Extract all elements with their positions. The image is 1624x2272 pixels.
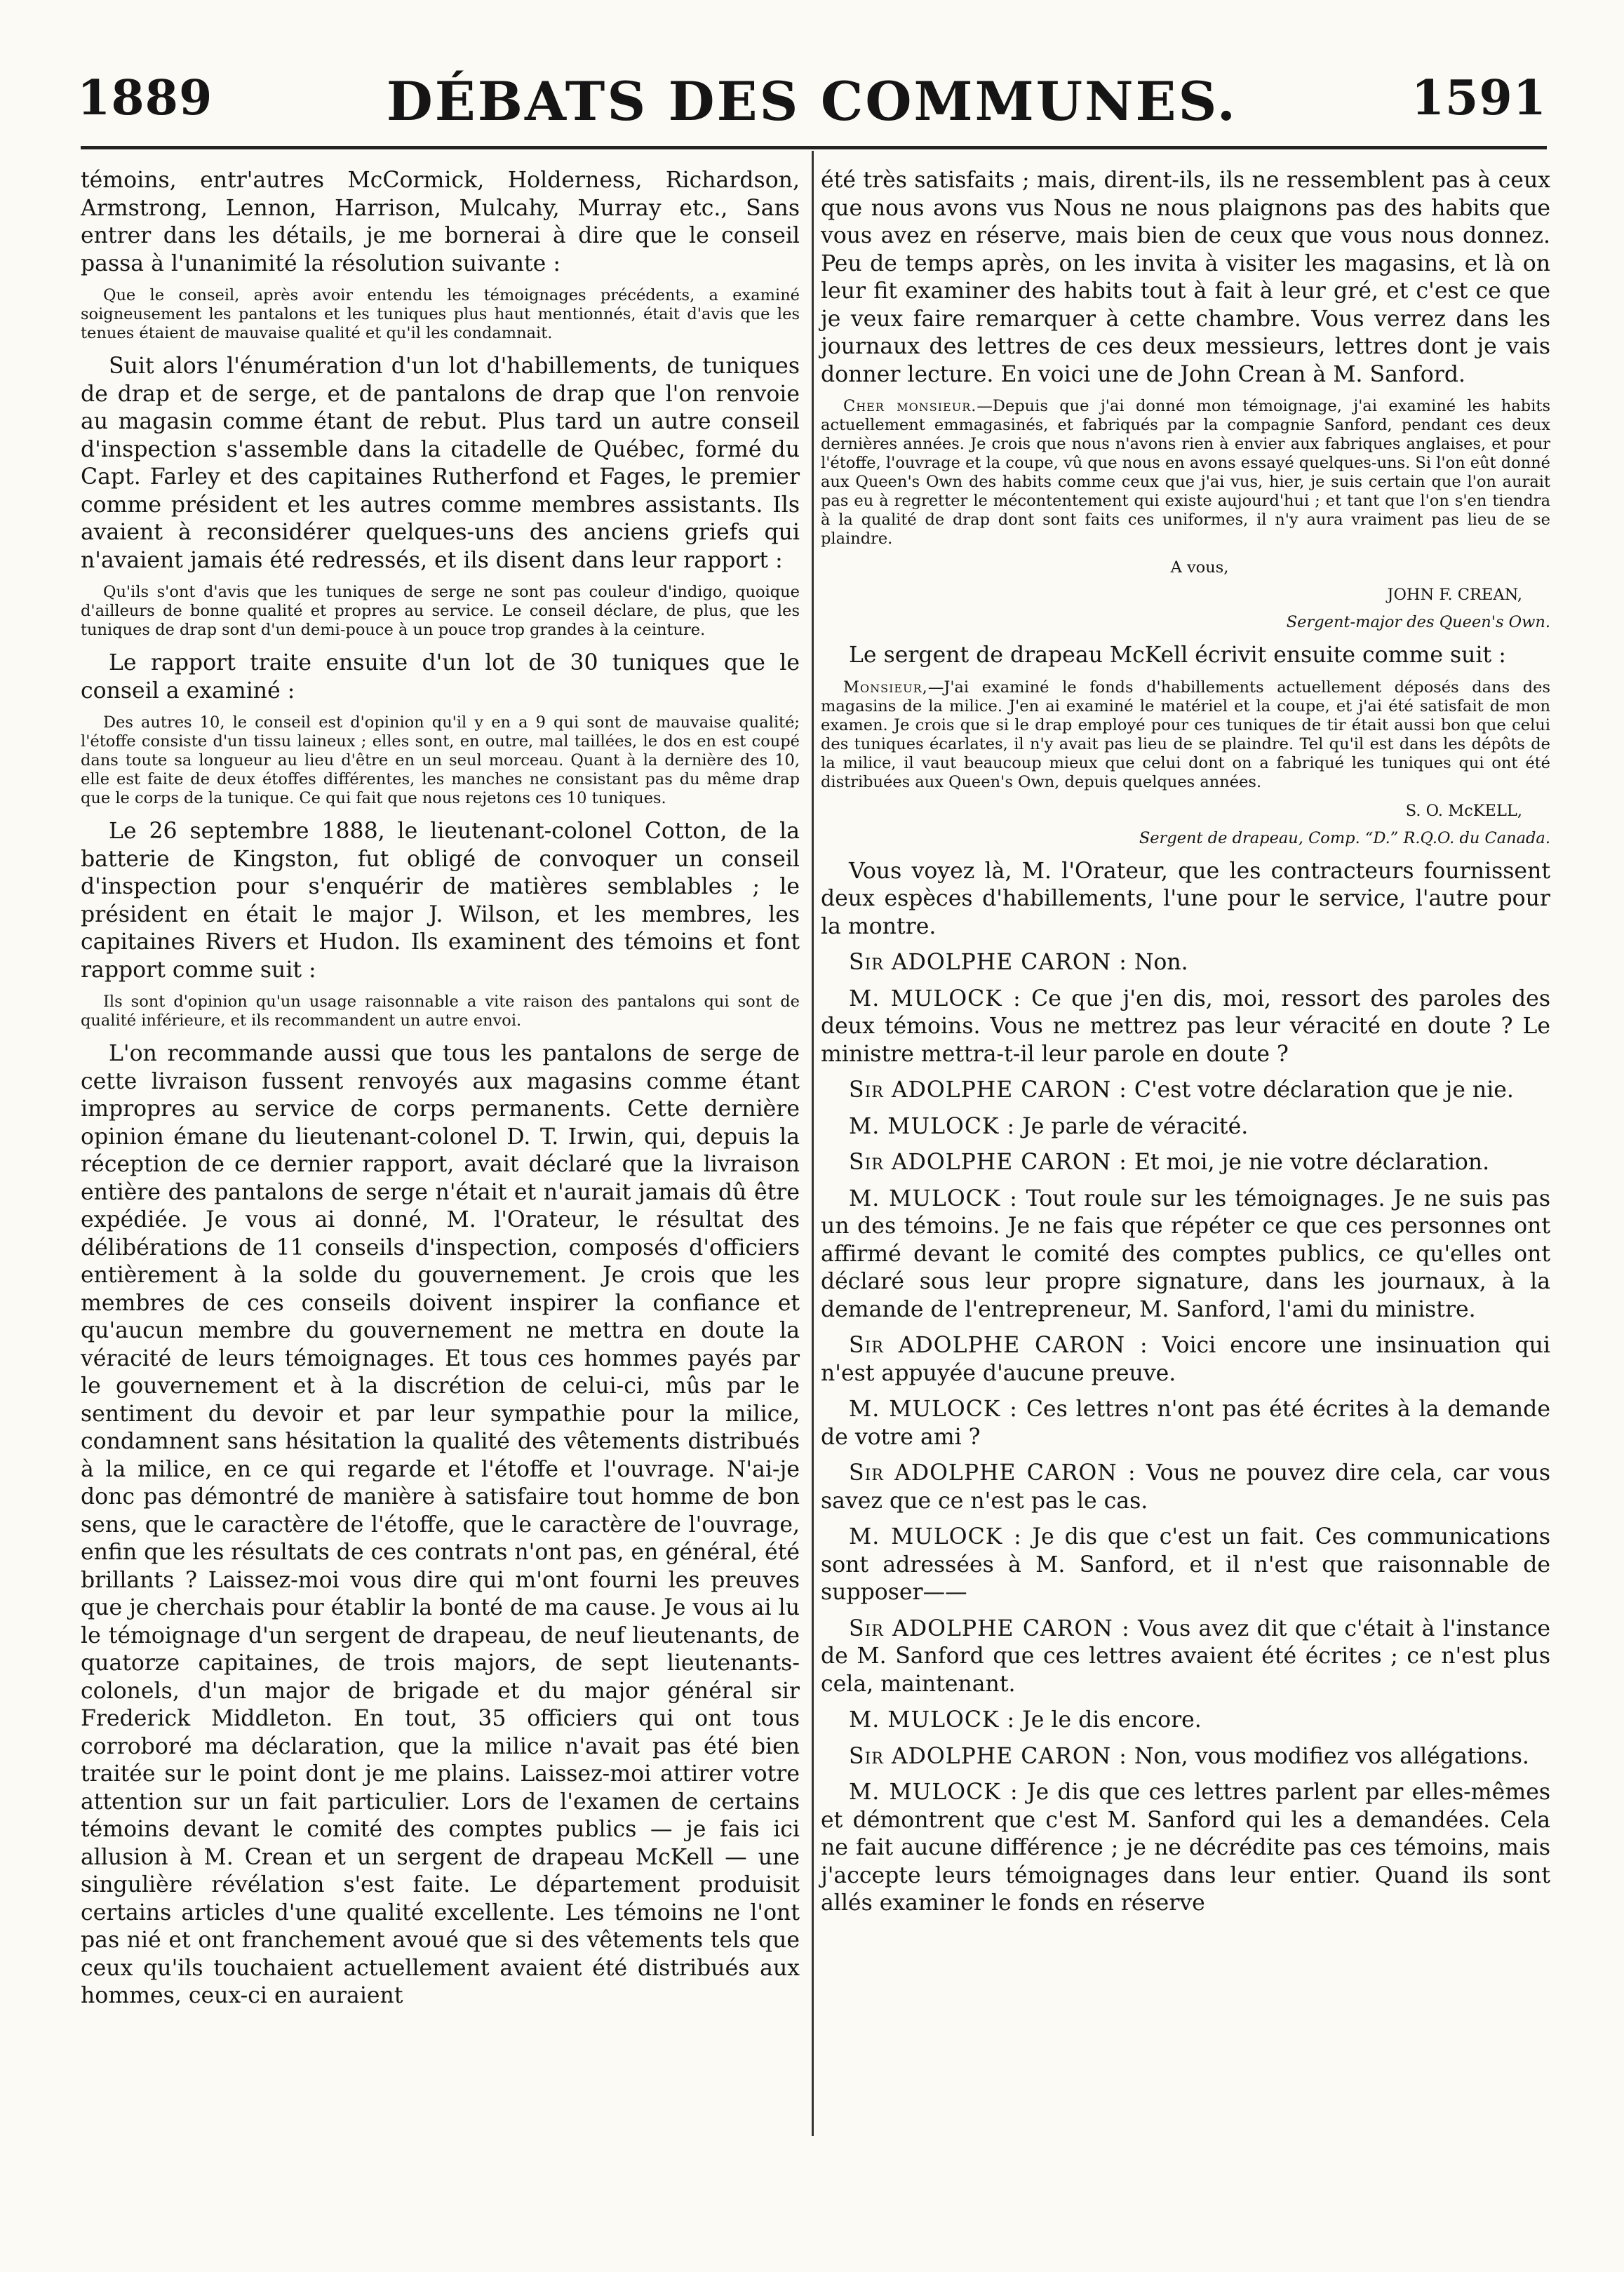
dialogue-line	[821, 1185, 1550, 1324]
speaker-name: M. MULOCK :	[849, 986, 1021, 1011]
paragraph: Le sergent de drapeau McKell écrivit ensuite comme suit :	[849, 643, 1506, 668]
letter-signature-title: Sergent de drapeau, Comp. “D.” R.Q.O. du Canada.	[1139, 828, 1550, 847]
paragraph: Vous voyez là, M. l'Orateur, que les contracteurs fournissent deux espèces d'habillements, l'une pour le service, l'autre pour la montre.	[821, 858, 1550, 939]
letter-signature-title: Sergent-major des Queen's Own.	[1286, 613, 1550, 631]
dialogue-line	[821, 1524, 1550, 1607]
right-column	[821, 167, 1550, 1926]
quoted-report: Ils sont d'opinion qu'un usage raisonnable a vite raison des pantalons qui sont de qualité inférieure, et ils recommandent un autre envoi.	[81, 993, 800, 1030]
speech-text: Non, vous modifiez vos allégations.	[1127, 1743, 1529, 1769]
dialogue-line	[821, 1077, 1550, 1105]
speaker-name: M. MULOCK :	[849, 1780, 1019, 1805]
speech-text: Je le dis encore.	[1015, 1707, 1202, 1733]
paragraph: Le 26 septembre 1888, le lieutenant-colonel Cotton, de la batterie de Kingston, fut obligé de convoquer un conseil d'inspection pour s'enquérir de matières semblables ; le président en était le major J. Wilson, et les membres, les capitaines Rivers et Hudon. Ils examinent des témoins et font rapport comme suit :	[81, 819, 800, 983]
speech-text: Vous ne pouvez dire cela, car vous savez que ce n'est pas le cas.	[821, 1460, 1550, 1514]
speaker-name: Sir ADOLPHE CARON :	[849, 1460, 1136, 1486]
letter-body: —J'ai examiné le fonds d'habillements actuellement déposés dans des magasins de la milice. J'en ai examiné le matériel et la coupe, et j'ai été satisfait de mon examen. Je crois que si le drap employé pour ces tuniques de tir était aussi bon que celui des tuniques écarlates, il n'y avait pas lieu de se plaindre. Tel qu'il est dans les dépôts de la milice, il vaut beaucoup mieux que celui dont on a fabriqué les tuniques qui ont été distribuées aux Queen's Own, depuis quelques années.	[821, 678, 1550, 791]
dialogue-line	[821, 949, 1550, 977]
dialogue-line	[821, 1615, 1550, 1699]
speech-text: Je dis que ces lettres parlent par elles-mêmes et démontrent que c'est M. Sanford qui les a demandées. Cela ne fait aucune différence ; je ne décrédite pas ces témoins, mais j'accepte leurs témoignages dans leur entier. Quand ils sont allés examiner le fonds en réserve	[821, 1780, 1550, 1916]
column-divider	[812, 151, 814, 2136]
dialogue-line	[821, 1113, 1550, 1141]
paragraph: été très satisfaits ; mais, dirent-ils, ils ne ressemblent pas à ceux que nous avons vus Nous ne nous plaignons pas des habits que vous avez en réserve, mais bien de ceux que vous nous donnez. Peu de temps après, on les invita à visiter les magasins, et là on leur fit examiner des habits tout à fait à leur gré, et c'est ce que je veux faire remarquer à cette chambre. Vous verrez dans les journaux des lettres de ces deux messieurs, lettres dont je vais donner lecture. En voici une de John Crean à M. Sanford.	[821, 168, 1550, 387]
speaker-name: Sir ADOLPHE CARON :	[849, 1077, 1127, 1103]
paragraph: L'on recommande aussi que tous les pantalons de serge de cette livraison fussent renvoyés aux magasins comme étant impropres au service de corps permanents. Cette dernière opinion émane du lieutenant-colonel D. T. Irwin, qui, depuis la réception de ce dernier rapport, avait déclaré que la livraison entière des pantalons de serge n'était et n'aurait jamais dû être expédiée. Je vous ai donné, M. l'Orateur, le résultat des délibérations de 11 conseils d'inspection, composés d'officiers entièrement à la solde du gouvernement. Je crois que les membres de ces conseils doivent inspirer la confiance et qu'aucun membre du gouvernement ne mettra en doute la véracité de leurs témoignages. Et tous ces hommes payés par le gouvernement et à la discrétion de celui-ci, mûs par le sentiment du devoir et par leur sympathie pour la milice, condamnent sans hésitation la qualité des vêtements distribués à la milice, en ce qui regarde et l'étoffe et l'ouvrage. N'ai-je donc pas démontré de manière à satisfaire tout homme de bon sens, que le caractère de l'étoffe, que le caractère de l'ouvrage, enfin que les résultats de ces contrats n'ont pas, en général, été brillants ? Laissez-moi vous dire qui m'ont fourni les preuves que je cherchais pour établir la bonté de ma cause. Je vous ai lu le témoignage d'un sergent de drapeau, de neuf lieutenants, de quatorze capitaines, de trois majors, de sept lieutenants-colonels, d'un major de brigade et du major général sir Frederick Middleton. En tout, 35 officiers qui ont tous corroboré ma déclaration, que la milice n'avait pas été bien traitée sur le point dont je me plains. Laissez-moi attirer votre attention sur un fait particulier. Lors de l'examen de certains témoins devant le comité des comptes publics — je fais ici allusion à M. Crean et un sergent de drapeau McKell — une singulière révélation s'est faite. Le département produisit certains articles d'une qualité excellente. Les témoins ne l'ont pas nié et ont franchement avoué que si des vêtements tels que ceux qu'ils touchaient actuellement avaient été distribués aux hommes, ceux-ci en auraient	[81, 1041, 800, 2008]
left-column	[81, 167, 800, 2019]
letter-mckell	[821, 678, 1550, 792]
speech-text: Tout roule sur les témoignages. Je ne suis pas un des témoins. Je ne fais que répéter ce que ces personnes ont affirmé devant le comité des comptes publics, ce qu'elles ont déclaré sous leur propre signature, dans les journaux, à la demande de l'entrepreneur, M. Sanford, l'ami du ministre.	[821, 1185, 1550, 1322]
quoted-report: Des autres 10, le conseil est d'opinion qu'il y en a 9 qui sont de mauvaise qualité; l'étoffe consiste d'un tissu laineux ; elles sont, en outre, mal taillées, le dos en est coupé dans toute sa longueur au lieu d'être en un seul morceau. Quant à la dernière des 10, elle est faite de deux étoffes différentes, les manches ne consistant pas du même drap que le corps de la tunique. Ce qui fait que nous rejetons ces 10 tuniques.	[81, 713, 800, 807]
speech-text: Voici encore une insinuation qui n'est appuyée d'aucune preuve.	[821, 1333, 1550, 1386]
speaker-name: M. MULOCK :	[849, 1397, 1018, 1422]
letter-salutation: Monsieur,	[843, 678, 928, 697]
speech-text: Ces lettres n'ont pas été écrites à la demande de votre ami ?	[821, 1397, 1550, 1450]
speaker-name: M. MULOCK :	[849, 1185, 1018, 1211]
speaker-name: M. MULOCK :	[849, 1707, 1016, 1733]
speaker-name: Sir ADOLPHE CARON :	[849, 950, 1127, 975]
dialogue-line	[821, 1149, 1550, 1177]
letter-crean	[821, 397, 1550, 549]
speaker-name: Sir ADOLPHE CARON :	[849, 1333, 1148, 1358]
speech-text: Je parle de véracité.	[1015, 1113, 1249, 1139]
speech-text: Et moi, je nie votre déclaration.	[1127, 1150, 1490, 1175]
header-rule	[81, 146, 1547, 149]
speaker-name: M. MULOCK :	[849, 1113, 1016, 1139]
speech-text: Vous avez dit que c'était à l'instance de M. Sanford que ces lettres avaient été écrites ; ce n'est plus cela, maintenant.	[821, 1615, 1550, 1697]
dialogue-line	[821, 1707, 1550, 1735]
letter-closing: A vous,	[1170, 558, 1229, 577]
speaker-name: Sir ADOLPHE CARON :	[849, 1743, 1127, 1769]
speaker-name: Sir ADOLPHE CARON :	[849, 1150, 1127, 1175]
speech-text: C'est votre déclaration que je nie.	[1127, 1077, 1514, 1103]
dialogue-line	[821, 1743, 1550, 1771]
letter-salutation: Cher monsieur.	[843, 397, 977, 415]
paragraph: Le rapport traite ensuite d'un lot de 30 tuniques que le conseil a examiné :	[81, 650, 800, 704]
paragraph: témoins, entr'autres McCormick, Holderness, Richardson, Armstrong, Lennon, Harrison, Mulcahy, Murray etc., Sans entrer dans les détails, je me bornerai à dire que le conseil passa à l'unanimité la résolution suivante :	[81, 168, 800, 276]
speech-text: Je dis que c'est un fait. Ces communications sont adressées à M. Sanford, et il n'est que raisonnable de supposer——	[821, 1524, 1550, 1605]
header-title: DÉBATS DES COMMUNES.	[386, 70, 1238, 133]
paragraph: Suit alors l'énumération d'un lot d'habillements, de tuniques de drap et de serge, et de pantalons de drap que l'on renvoie au magasin comme étant de rebut. Plus tard un autre conseil d'inspection s'assemble dans la citadelle de Québec, formé du Capt. Farley et des capitaines Rutherfond et Fages, le premier comme président et les autres comme membres assistants. Ils avaient à reconsidérer quelques-uns des anciens griefs qui n'avaient jamais été redressés, et ils disent dans leur rapport :	[81, 354, 800, 573]
letter-body: —Depuis que j'ai donné mon témoignage, j'ai examiné les habits actuellement emmagasinés, et fabriqués par la compagnie Sanford, pendant ces deux dernières années. Je crois que nous n'avons rien à envier aux fabriques anglaises, et pour l'étoffe, l'ouvrage et la coupe, vû que nous en avons essayé quelques-uns. Si l'on eût donné aux Queen's Own des habits comme ceux que j'ai vus, hier, je suis certain que l'on aurait pas eu à regretter le mécontentement qui existe aujourd'hui ; et tant que l'on s'en tiendra à la qualité de drap dont sont faits ces uniformes, il n'y aura vraiment pas lieu de se plaindre.	[821, 397, 1550, 548]
header-page-number: 1591	[1411, 70, 1547, 126]
dialogue-line	[821, 1460, 1550, 1515]
dialogue-line	[821, 1332, 1550, 1387]
dialogue-line	[821, 1396, 1550, 1451]
quoted-report: Qu'ils s'ont d'avis que les tuniques de serge ne sont pas couleur d'indigo, quoique d'ailleurs de bonne qualité et propres au service. Le conseil déclare, de plus, que les tuniques de drap sont d'un demi-pouce à un pouce trop grandes à la ceinture.	[81, 583, 800, 639]
quoted-resolution: Que le conseil, après avoir entendu les témoignages précédents, a examiné soigneusement les pantalons et les tuniques plus haut mentionnés, était d'avis que les tenues étaient de mauvaise qualité et qu'il les condamnait.	[81, 286, 800, 342]
speech-text: Ce que j'en dis, moi, ressort des paroles des deux témoins. Vous ne mettrez pas leur véracité en doute ? Le ministre mettra-t-il leur parole en doute ?	[821, 986, 1550, 1067]
letter-signature-name: JOHN F. CREAN,	[1387, 586, 1522, 604]
letter-signature-name: S. O. McKELL,	[1405, 801, 1522, 820]
speech-text: Non.	[1127, 950, 1188, 975]
page-header	[77, 70, 1547, 147]
dialogue-line	[821, 1779, 1550, 1918]
speaker-name: Sir ADOLPHE CARON :	[849, 1615, 1130, 1641]
dialogue-line	[821, 986, 1550, 1069]
header-year: 1889	[77, 70, 213, 126]
speaker-name: M. MULOCK :	[849, 1524, 1022, 1550]
